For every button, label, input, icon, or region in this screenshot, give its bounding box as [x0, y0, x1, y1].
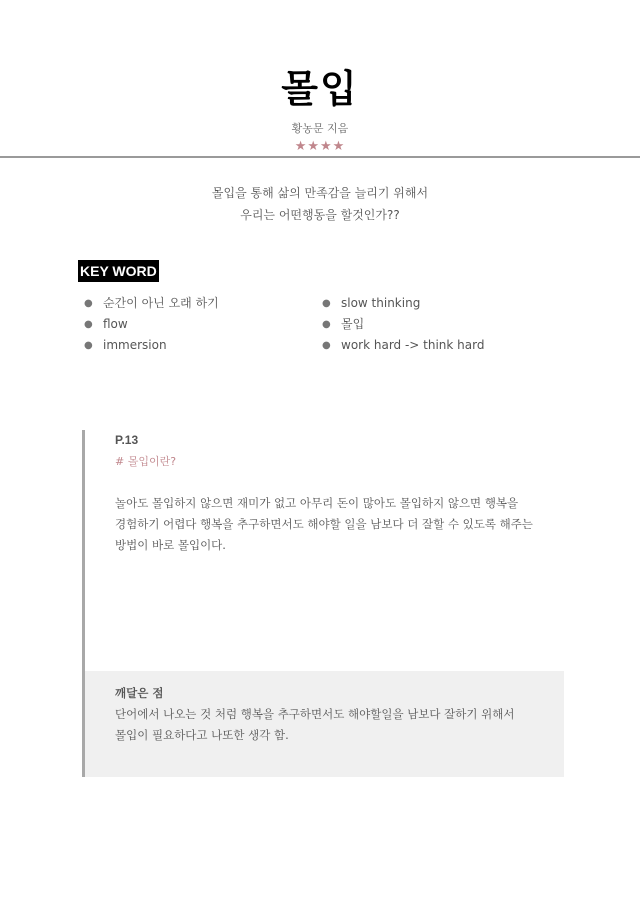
keyword-item — [84, 293, 219, 314]
author-line: 황농문 지음 — [291, 122, 349, 135]
keyword-text: 순간이 아닌 오래 하기 — [103, 296, 219, 310]
bullet-icon: ● — [84, 298, 93, 309]
page-reference: P.13 — [115, 433, 139, 447]
bullet-icon: ● — [322, 340, 331, 351]
keyword-list-right — [322, 293, 484, 356]
realization-line: 단어에서 나오는 것 처럼 행복을 추구하면서도 해야할일을 남보다 잘하기 위해서 — [115, 707, 515, 721]
note-body-line: 경험하기 어렵다 행복을 추구하면서도 해야할 일을 남보다 더 잘할 수 있도록 해주는 — [115, 517, 533, 531]
rating-stars: ★★★★ — [294, 139, 346, 154]
keyword-list-left — [84, 293, 219, 356]
bullet-icon: ● — [84, 340, 93, 351]
keyword-label: KEY WORD — [78, 260, 159, 282]
keyword-text: slow thinking — [341, 296, 421, 310]
keyword-text: flow — [103, 317, 128, 331]
bullet-icon: ● — [84, 319, 93, 330]
note-heading: # 몰입이란? — [115, 455, 177, 468]
realization-title: 깨달은 점 — [115, 686, 164, 700]
realization-text — [115, 704, 560, 746]
note-body-line: 놀아도 몰입하지 않으면 재미가 없고 아무리 돈이 많아도 몰입하지 않으면 행복을 — [115, 496, 519, 510]
bullet-icon: ● — [322, 298, 331, 309]
keyword-item — [322, 314, 484, 335]
page-title: 몰입 — [281, 67, 359, 111]
keyword-text: 몰입 — [341, 317, 365, 331]
keyword-item — [84, 314, 219, 335]
bullet-icon: ● — [322, 319, 331, 330]
keyword-item — [322, 335, 484, 356]
note-body-line: 방법이 바로 몰입이다. — [115, 538, 226, 552]
note-body — [115, 493, 570, 556]
realization-line: 몰입이 필요하다고 나또한 생각 함. — [115, 728, 289, 742]
keyword-item — [322, 293, 484, 314]
keyword-text: immersion — [103, 338, 167, 352]
keyword-item — [84, 335, 219, 356]
keyword-text: work hard -> think hard — [341, 338, 485, 352]
intro-question — [0, 182, 640, 226]
intro-line: 몰입을 통해 삶의 만족감을 늘리기 위해서 — [211, 186, 429, 200]
intro-line: 우리는 어떤행동을 할것인가?? — [240, 208, 400, 222]
header-divider — [0, 156, 640, 158]
